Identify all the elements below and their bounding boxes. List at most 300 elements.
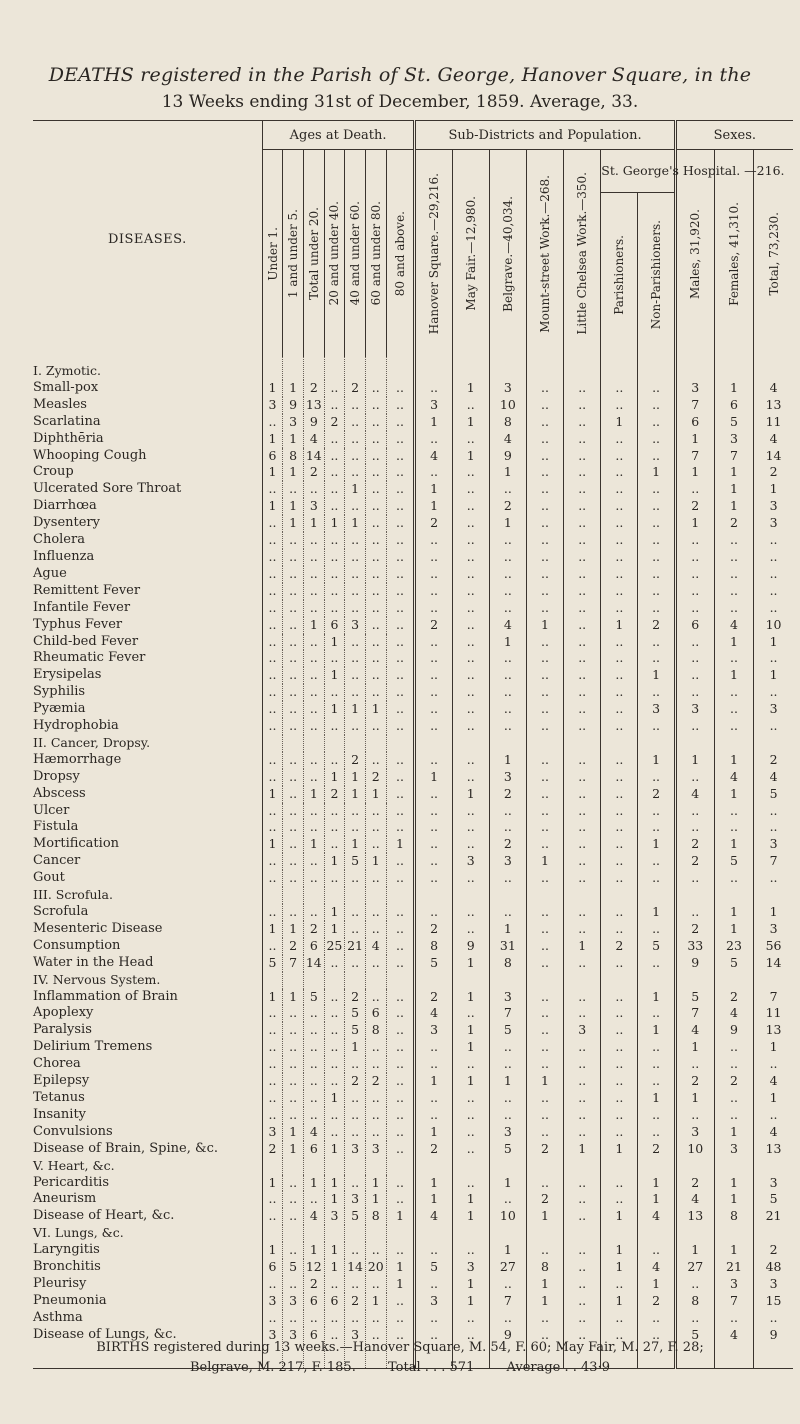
table-cell: 3 (714, 431, 753, 448)
table-cell: 23 (714, 938, 753, 955)
table-cell: .. (386, 904, 415, 921)
table-cell: .. (564, 1276, 601, 1293)
table-cell: 1 (714, 634, 753, 651)
table-row (33, 1310, 793, 1327)
col-header-subdistrict: Hanover Square.—29,216. (415, 150, 452, 358)
table-cell: .. (601, 718, 638, 735)
table-cell: 8 (365, 1022, 386, 1039)
table-cell: 14 (303, 955, 324, 972)
table-cell: .. (262, 1039, 283, 1056)
table-cell: 1 (564, 1141, 601, 1158)
table-cell: .. (365, 836, 386, 853)
table-cell: .. (324, 1310, 345, 1327)
table-cell: 4 (415, 448, 452, 465)
table-cell: .. (452, 667, 489, 684)
disease-name: Epilepsy (33, 1073, 262, 1090)
table-cell: .. (489, 549, 526, 566)
diseases-header: DISEASES. (33, 121, 262, 358)
table-cell: .. (415, 532, 452, 549)
table-cell: .. (675, 803, 714, 820)
table-cell: .. (303, 532, 324, 549)
table-cell: 1 (526, 1208, 563, 1225)
table-cell: .. (415, 1276, 452, 1293)
table-cell: 15 (765, 1292, 782, 1308)
table-cell: .. (365, 617, 386, 634)
table-cell: 3 (324, 1208, 345, 1225)
table-cell: .. (714, 870, 753, 887)
table-cell: .. (415, 667, 452, 684)
section-heading: I. Zymotic. (33, 357, 262, 380)
table-cell: 7 (283, 955, 304, 972)
table-cell: 6 (303, 1293, 324, 1310)
table-cell: .. (601, 1039, 638, 1056)
disease-name: Ague (33, 566, 262, 583)
table-cell: 6 (324, 1293, 345, 1310)
table-cell: 1 (638, 1191, 675, 1208)
table-row (33, 786, 793, 803)
table-cell: 1 (714, 836, 753, 853)
table-cell: 1 (324, 1259, 345, 1276)
table-cell: .. (303, 684, 324, 701)
table-cell: .. (675, 684, 714, 701)
table-row (33, 1293, 793, 1310)
table-cell: .. (489, 1191, 526, 1208)
table-cell: .. (303, 1073, 324, 1090)
table-cell: 2 (638, 786, 675, 803)
table-cell: .. (283, 617, 304, 634)
table-cell: .. (283, 1191, 304, 1208)
table-cell: 4 (714, 1327, 753, 1368)
table-cell: 8 (365, 1208, 386, 1225)
table-cell: 4 (638, 1208, 675, 1225)
table-cell: .. (564, 786, 601, 803)
table-cell: .. (386, 1327, 415, 1368)
table-cell: .. (601, 870, 638, 887)
table-cell: .. (303, 600, 324, 617)
table-cell: 5 (345, 1022, 366, 1039)
table-cell: .. (601, 1191, 638, 1208)
table-cell: .. (526, 515, 563, 532)
table-cell: .. (564, 1073, 601, 1090)
table-cell: 6 (303, 1327, 324, 1368)
table-cell: .. (601, 836, 638, 853)
table-cell: .. (638, 515, 675, 532)
table-cell: 1 (262, 989, 283, 1006)
table-cell: 1 (324, 515, 345, 532)
table-cell: .. (638, 532, 675, 549)
table-row (33, 853, 793, 870)
table-cell: .. (262, 1107, 283, 1124)
table-cell: 3 (415, 1293, 452, 1310)
table-cell: .. (601, 1090, 638, 1107)
table-cell: .. (262, 1090, 283, 1107)
table-row (33, 431, 793, 448)
table-cell: .. (638, 1073, 675, 1090)
table-cell: .. (365, 718, 386, 735)
table-cell: 1 (324, 1191, 345, 1208)
table-cell: 4 (675, 1191, 714, 1208)
table-cell: .. (262, 650, 283, 667)
table-cell: 9 (489, 448, 526, 465)
table-cell: .. (675, 532, 714, 549)
table-cell: .. (324, 532, 345, 549)
table-cell: 1 (489, 634, 526, 651)
table-cell: 2 (345, 1073, 366, 1090)
table-cell: .. (386, 921, 415, 938)
table-cell: .. (526, 769, 563, 786)
table-cell: 1 (262, 380, 283, 397)
table-cell: .. (564, 431, 601, 448)
table-cell: .. (386, 684, 415, 701)
table-cell: .. (386, 464, 415, 481)
table-cell: .. (262, 515, 283, 532)
table-cell: 6 (262, 448, 283, 465)
disease-name: Child-bed Fever (33, 634, 262, 651)
table-cell: .. (386, 1056, 415, 1073)
table-cell: 1 (303, 617, 324, 634)
table-row (33, 498, 793, 515)
table-row (33, 1208, 793, 1225)
table-cell: .. (283, 650, 304, 667)
table-cell: .. (324, 1073, 345, 1090)
table-cell: .. (601, 1276, 638, 1293)
table-cell: .. (303, 718, 324, 735)
table-cell: .. (386, 1107, 415, 1124)
table-cell: .. (386, 938, 415, 955)
table-cell: .. (452, 634, 489, 651)
table-cell: 1 (345, 769, 366, 786)
table-cell: .. (452, 836, 489, 853)
table-cell: .. (386, 1242, 415, 1259)
table-cell: 3 (489, 989, 526, 1006)
table-cell: .. (452, 752, 489, 769)
table-cell: .. (452, 583, 489, 600)
table-cell: 1 (345, 836, 366, 853)
table-cell: .. (324, 600, 345, 617)
table-cell: .. (324, 566, 345, 583)
table-cell: 2 (303, 921, 324, 938)
table-cell: .. (345, 532, 366, 549)
table-cell: .. (262, 667, 283, 684)
disease-name: Influenza (33, 549, 262, 566)
mortality-table (33, 120, 793, 1369)
table-cell: 5 (714, 853, 753, 870)
table-cell: .. (638, 1310, 675, 1327)
table-cell: .. (489, 684, 526, 701)
table-row (33, 1141, 793, 1158)
table-cell: .. (526, 397, 563, 414)
table-cell: .. (283, 1039, 304, 1056)
table-cell: 5 (714, 414, 753, 431)
table-cell: .. (601, 921, 638, 938)
table-cell: .. (324, 955, 345, 972)
table-row (33, 397, 793, 414)
table-cell: .. (526, 1005, 563, 1022)
table-cell: .. (303, 870, 324, 887)
table-cell: 2 (489, 498, 526, 515)
table-cell: .. (564, 1107, 601, 1124)
table-row (33, 583, 793, 600)
table-cell: .. (564, 701, 601, 718)
table-cell: .. (324, 380, 345, 397)
table-cell: 1 (714, 904, 753, 921)
table-cell: .. (303, 667, 324, 684)
table-cell: .. (386, 1005, 415, 1022)
table-cell: .. (638, 600, 675, 617)
table-cell: .. (601, 464, 638, 481)
disease-name: Diphthēria (33, 431, 262, 448)
disease-name: Gout (33, 870, 262, 887)
table-cell: .. (601, 989, 638, 1006)
table-cell: 5 (283, 1259, 304, 1276)
table-cell: .. (638, 1124, 675, 1141)
table-cell: .. (262, 481, 283, 498)
table-cell: .. (365, 481, 386, 498)
table-cell: .. (415, 1090, 452, 1107)
table-cell: .. (262, 414, 283, 431)
table-row (33, 701, 793, 718)
table-cell: .. (303, 1107, 324, 1124)
table-cell: 4 (303, 1124, 324, 1141)
table-cell: .. (365, 431, 386, 448)
table-cell: .. (415, 380, 452, 397)
table-cell: .. (386, 701, 415, 718)
table-cell: .. (303, 650, 324, 667)
table-cell: 4 (675, 1022, 714, 1039)
table-cell: 1 (415, 414, 452, 431)
table-cell: 1 (714, 1124, 753, 1141)
table-cell: 20 (365, 1259, 386, 1276)
table-cell: 7 (675, 397, 714, 414)
col-header-subdistrict: Little Chelsea Work.—350. (564, 150, 601, 358)
table-cell: .. (564, 1310, 601, 1327)
table-cell: 1 (345, 515, 366, 532)
disease-name: Mortification (33, 836, 262, 853)
table-cell: .. (303, 1310, 324, 1327)
table-cell: .. (345, 464, 366, 481)
table-cell: .. (415, 684, 452, 701)
table-cell: 3 (489, 1124, 526, 1141)
table-cell: 1 (675, 515, 714, 532)
table-cell: .. (526, 819, 563, 836)
table-cell: .. (452, 1175, 489, 1192)
table-cell: 27 (675, 1259, 714, 1276)
table-cell: 1 (714, 380, 753, 397)
table-cell: 1 (452, 448, 489, 465)
table-row (33, 1039, 793, 1056)
table-cell: 3 (415, 1022, 452, 1039)
table-cell: 1 (638, 1276, 675, 1293)
table-cell: 3 (489, 769, 526, 786)
disease-name: Tetanus (33, 1090, 262, 1107)
table-cell: .. (303, 1191, 324, 1208)
table-cell: .. (324, 718, 345, 735)
table-cell: 8 (675, 1293, 714, 1310)
table-cell: .. (564, 515, 601, 532)
table-cell: 2 (324, 786, 345, 803)
table-cell: .. (303, 583, 324, 600)
table-cell: 2 (769, 1242, 778, 1258)
table-cell: .. (675, 1107, 714, 1124)
table-cell: 5 (638, 938, 675, 955)
table-cell: .. (303, 853, 324, 870)
table-cell: .. (283, 1242, 304, 1259)
table-cell: .. (386, 989, 415, 1006)
table-cell: .. (365, 667, 386, 684)
table-row (33, 1022, 793, 1039)
table-cell: .. (262, 1191, 283, 1208)
table-cell: .. (489, 532, 526, 549)
table-cell: 1 (714, 1175, 753, 1192)
table-cell: .. (303, 769, 324, 786)
table-cell: 5 (769, 785, 778, 801)
table-cell: 1 (675, 1242, 714, 1259)
table-cell: .. (769, 1106, 778, 1122)
table-cell: .. (386, 414, 415, 431)
table-cell: 1 (714, 498, 753, 515)
section-heading: V. Heart, &c. (33, 1158, 262, 1175)
table-cell: .. (489, 650, 526, 667)
table-cell: .. (345, 1107, 366, 1124)
table-cell: 1 (324, 1242, 345, 1259)
table-cell: 1 (324, 1141, 345, 1158)
table-cell: 1 (415, 481, 452, 498)
table-cell: .. (564, 380, 601, 397)
table-cell: .. (365, 634, 386, 651)
table-cell: .. (526, 1310, 563, 1327)
table-cell: .. (526, 532, 563, 549)
table-cell: 1 (769, 904, 778, 919)
table-row (33, 1191, 793, 1208)
table-cell: .. (601, 1327, 638, 1368)
table-cell: .. (283, 1005, 304, 1022)
table-cell: 1 (489, 1073, 526, 1090)
table-cell: 3 (345, 1191, 366, 1208)
table-cell: 2 (324, 414, 345, 431)
table-cell: .. (415, 904, 452, 921)
table-cell: .. (303, 1005, 324, 1022)
ages-group-header: Ages at Death. (262, 121, 415, 150)
table-cell: 6 (365, 1005, 386, 1022)
table-cell: .. (526, 583, 563, 600)
table-cell: .. (638, 448, 675, 465)
table-cell: .. (386, 1022, 415, 1039)
table-cell: .. (638, 549, 675, 566)
table-cell: .. (564, 989, 601, 1006)
table-cell: .. (452, 1124, 489, 1141)
table-cell: .. (526, 634, 563, 651)
table-cell: .. (345, 414, 366, 431)
table-cell: .. (564, 532, 601, 549)
table-cell: 3 (262, 1293, 283, 1310)
table-cell: 1 (303, 786, 324, 803)
table-cell: 1 (303, 515, 324, 532)
table-cell: 1 (638, 836, 675, 853)
subdistricts-group-header: Sub-Districts and Population. (415, 121, 675, 150)
table-cell: 5 (415, 1259, 452, 1276)
disease-name: Pneumonia (33, 1293, 262, 1310)
table-cell: 7 (489, 1005, 526, 1022)
table-cell: .. (564, 634, 601, 651)
table-cell: .. (675, 634, 714, 651)
table-cell: .. (283, 1056, 304, 1073)
table-cell: .. (638, 853, 675, 870)
table-cell: .. (386, 532, 415, 549)
table-cell: .. (262, 938, 283, 955)
table-cell: .. (675, 1276, 714, 1293)
table-cell: 13 (675, 1208, 714, 1225)
table-cell: .. (714, 1056, 753, 1073)
table-cell: .. (415, 1056, 452, 1073)
table-cell: 6 (324, 617, 345, 634)
table-cell: 1 (714, 786, 753, 803)
table-cell: 3 (283, 1327, 304, 1368)
table-cell: 2 (415, 617, 452, 634)
table-cell: .. (283, 718, 304, 735)
table-cell: 9 (675, 955, 714, 972)
section-row (33, 972, 793, 989)
col-header-sex: Females, 41,310. (714, 150, 753, 358)
table-cell: 1 (714, 464, 753, 481)
table-cell: .. (386, 803, 415, 820)
table-cell: .. (526, 431, 563, 448)
table-cell: 1 (324, 904, 345, 921)
table-cell: 3 (638, 701, 675, 718)
table-cell: .. (564, 1005, 601, 1022)
table-cell: .. (283, 566, 304, 583)
table-cell: .. (769, 870, 778, 886)
table-cell: 25 (324, 938, 345, 955)
table-cell: .. (386, 1310, 415, 1327)
table-cell: .. (324, 1056, 345, 1073)
table-cell: .. (365, 414, 386, 431)
section-heading: IV. Nervous System. (33, 972, 262, 989)
table-cell: .. (283, 769, 304, 786)
table-cell: 3 (675, 701, 714, 718)
table-cell: .. (452, 819, 489, 836)
table-cell: 5 (714, 955, 753, 972)
table-cell: .. (303, 803, 324, 820)
table-cell: .. (386, 667, 415, 684)
table-cell: .. (526, 786, 563, 803)
table-cell: .. (386, 1090, 415, 1107)
table-cell: .. (386, 1141, 415, 1158)
sexes-group-header: Sexes. (675, 121, 793, 150)
table-cell: .. (601, 634, 638, 651)
table-cell: .. (324, 448, 345, 465)
table-cell: 2 (675, 498, 714, 515)
disease-name: Measles (33, 397, 262, 414)
table-cell: .. (601, 1124, 638, 1141)
table-cell: 3 (345, 617, 366, 634)
table-cell: .. (324, 481, 345, 498)
table-cell: 1 (386, 1259, 415, 1276)
table-row (33, 938, 793, 955)
table-cell: 1 (324, 1090, 345, 1107)
table-cell: 10 (489, 1208, 526, 1225)
table-row (33, 955, 793, 972)
table-cell: .. (324, 498, 345, 515)
table-cell: .. (386, 870, 415, 887)
table-cell: .. (283, 786, 304, 803)
disease-name: Syphilis (33, 684, 262, 701)
table-cell: 2 (714, 989, 753, 1006)
table-cell: .. (564, 566, 601, 583)
table-cell: 1 (365, 701, 386, 718)
table-cell: .. (526, 955, 563, 972)
table-cell: .. (564, 600, 601, 617)
table-row (33, 989, 793, 1006)
